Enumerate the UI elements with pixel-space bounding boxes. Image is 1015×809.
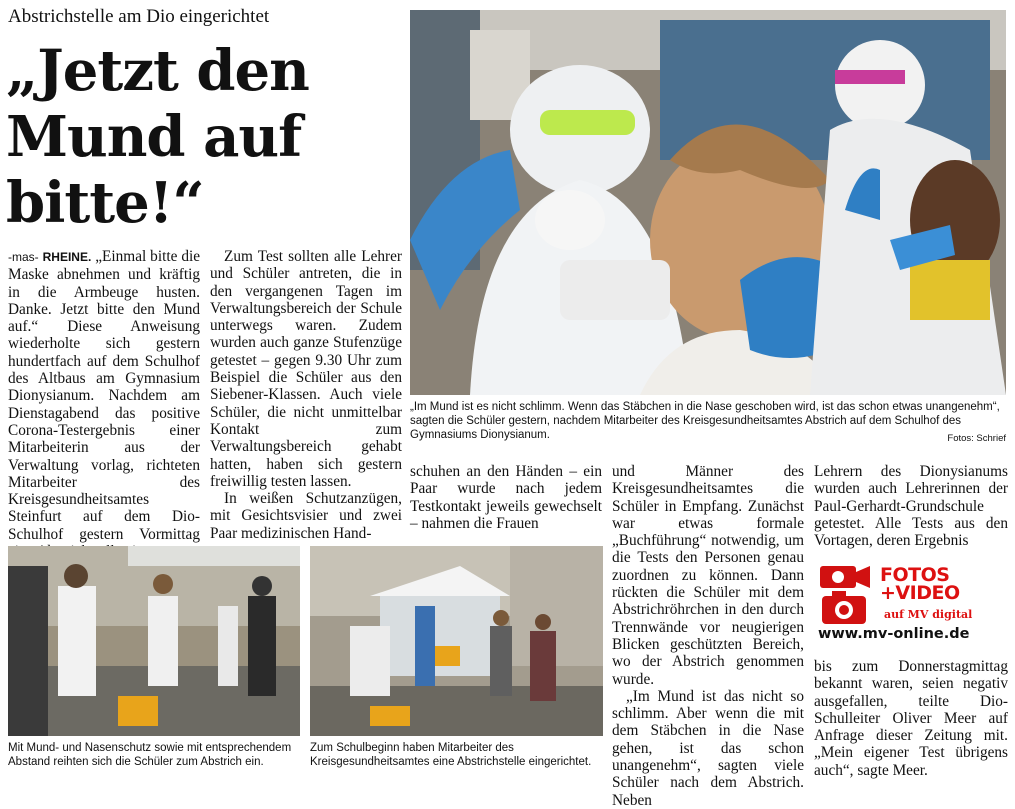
article-column-3 — [410, 463, 602, 532]
article-column-4 — [612, 463, 804, 809]
video-camera-icon — [820, 566, 870, 588]
article-column-1 — [8, 248, 200, 560]
byline-place: RHEINE. — [42, 250, 92, 264]
kicker: Abstrichstelle am Dio eingerichtet — [8, 6, 270, 27]
article-column-2-para-2: In weißen Schutzanzügen, mit Gesichtsvisier und zwei Paar medizinischen Hand- — [210, 490, 402, 542]
photo-2-caption: Mit Mund- und Nasenschutz sowie mit entsprechendem Abstand reihten sich die Schüler zum Abstrich ein. — [8, 742, 292, 768]
photo-2-image — [8, 546, 300, 736]
promo-box[interactable] — [818, 560, 1008, 650]
promo-url-link[interactable]: www.mv-online.de — [818, 626, 970, 642]
promo-line-2: +VIDEO — [880, 582, 960, 604]
article-column-2-para-1: Zum Test sollten alle Lehrer und Schüler antreten, die in den vergangenen Tagen im Verwaltungsbereich der Schule unterwegs waren. Zudem wurden auch ganze Stufenzüge getestet – gegen 9.30 Uhr zum Beispiel die Schüler aus den Siebener-Klassen. Auch viele Schüler, die nicht unmittelbar Kontakt zum Verwaltungsbereich gehabt hatten, haben sich gestern freiwillig testen lassen. — [210, 248, 402, 490]
article-column-5-top-text: Lehrern des Dionysianums wurden auch Lehrerinnen der Paul-Gerhardt-Grundschule getestet. Alle Tests aus den Vortagen, deren Ergebnis — [814, 463, 1008, 550]
article-column-5-bottom — [814, 658, 1008, 779]
article-column-1-text: „Einmal bitte die Maske abnehmen und kräftig in die Armbeuge husten. Danke. Jetzt bitte den Mund auf.“ Diese Anweisung wiederholte sich gestern hundertfach auf dem Schulhof des Altbaus am Gymnasium Dionysianum. Nachdem am Dienstagabend das positive Corona-Testergebnis einer Mitarbeiterin aus der Verwaltung vorlag, richteten Mitarbeiter des Kreisgesundheitsamtes Steinfurt auf dem Dio-Schulhof gestern Vormittag — [8, 248, 201, 543]
byline-author: -mas- — [8, 250, 39, 264]
headline-line-3: bitte!“ — [6, 170, 204, 236]
article-column-5-top — [814, 463, 1008, 549]
promo-line-1: FOTOS — [880, 564, 950, 586]
article-column-5-bottom-text: bis zum Donnerstagmittag bekannt waren, seien negativ ausgefallen, teilte Dio-Schulleiter Oliver Meer auf Anfrage dieser Zeitung mit. „Mein eigener Test übrigens auch“, sagte Meer. — [814, 658, 1008, 779]
photo-2 — [8, 546, 300, 736]
photo-3 — [310, 546, 603, 736]
article-column-3-text: schuhen an den Händen – ein Paar wurde nach jedem Testkontakt jeweils gewechselt – nahmen die Frauen — [410, 463, 602, 532]
promo-title — [880, 566, 960, 602]
main-photo — [410, 10, 1006, 395]
article-column-2 — [210, 248, 402, 542]
headline-line-1: „Jetzt den — [6, 38, 309, 104]
main-photo-image — [410, 10, 1006, 395]
article-column-4-para-2: „Im Mund ist das nicht so schlimm. Aber wenn die mit dem Stäbchen in die Nase gehen, ist das schon unangenehm“, sagten viele Schüler nach dem Abstrich. Neben — [612, 687, 804, 809]
photo-3-caption: Zum Schulbeginn haben Mitarbeiter des Kreisgesundheitsamtes eine Abstrichstelle eingerichtet. — [310, 742, 592, 768]
headline — [6, 38, 401, 236]
camera-icons — [818, 564, 878, 626]
photo-3-image — [310, 546, 603, 736]
main-photo-caption — [410, 400, 1006, 442]
article-column-4-para-1: und Männer des Kreisgesundheitsamtes die Schüler in Empfang. Zunächst war etwas formale „Buchführung“ notwendig, um die Tests den Personen genau zuordnen zu können. Dann rückten die Schüler mit dem Abstrichröhrchen in den durch Trennwände vor neugierigen Blicken geschützten Bereich, wo der Abstrich genommen wurde. — [612, 463, 804, 688]
photo-camera-icon — [822, 591, 866, 624]
photo-credit: Fotos: Schrief — [947, 433, 1006, 444]
promo-subtitle: auf MV digital — [884, 608, 973, 621]
headline-line-2: Mund auf — [6, 104, 302, 170]
main-photo-caption-text: „Im Mund ist es nicht schlimm. Wenn das Stäbchen in die Nase geschoben wird, ist das schon etwas unangenehm“, sagten die Schüler gestern, nachdem Mitarbeiter des Kreisgesundheitsamtes Abstrich auf dem Schulhof des Gymnasiums Dionysianum. — [410, 401, 1000, 441]
